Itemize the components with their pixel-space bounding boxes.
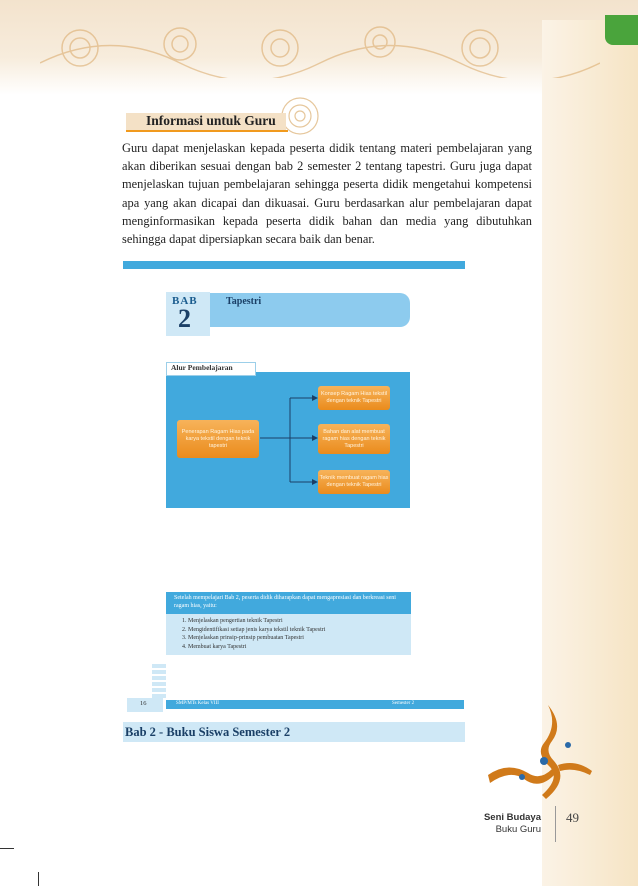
chapter-title: Tapestri [226, 296, 262, 307]
section-title: Informasi untuk Guru [146, 113, 276, 128]
brand-subtitle: Buku Guru [495, 824, 541, 835]
crop-mark [38, 872, 39, 886]
book-brand [481, 812, 541, 836]
list-item: 2. Mengidentifikasi setiap jenis karya tekstil teknik Tapestri [182, 626, 326, 633]
page-number: 49 [566, 810, 579, 825]
teacher-info-paragraph: Guru dapat menjelaskan kepada peserta didik tentang materi pembelajaran yang akan diberikan sesuai dengan bab 2 semester 2 tentang tapestri. Guru juga dapat menjelaskan tujuan pembelajaran sehingga peserta didik mengetahui kompetensi apa yang akan dicapai dan dikuasai. Guru berdasarkan alur pembelajaran dapat menginformasikan kepada peserta didik bahan dan media yang dibutuhkan sehingga dapat dipersiapkan secara baik dan benar. [122, 141, 532, 247]
list-item: 1. Menjelaskan pengertian teknik Tapestri [182, 618, 283, 624]
book-footer-class: SMP/MTs Kelas VIII [176, 701, 219, 706]
book-top-bar [123, 261, 465, 269]
corner-ornament [478, 705, 598, 815]
flow-node-technique: Teknik membuat ragam hias dengan teknik Tapestri [318, 470, 390, 494]
learning-flow-label: Alur Pembelajaran [171, 363, 233, 372]
brand-title: Seni Budaya [483, 812, 541, 823]
corner-accent [605, 15, 638, 45]
chapter-number: 2 [178, 304, 191, 333]
objectives-intro: Setelah mempelajari Bab 2, peserta didik diharapkan dapat mengapresiasi dan berkreasi seni ragam hias, yaitu: [174, 595, 396, 609]
book-footer-semester: Semester 2 [392, 701, 415, 706]
page-divider [555, 806, 556, 842]
objectives-list [182, 617, 325, 651]
figure-caption: Bab 2 - Buku Siswa Semester 2 [125, 725, 291, 739]
list-item: 4. Membuat karya Tapestri [182, 643, 247, 650]
flow-main-node: Penerapan Ragam Hias pada karya tekstil dengan teknik tapestri [177, 420, 259, 458]
chapter-label: BAB [172, 295, 198, 307]
flow-node-materials: Bahan dan alat membuat ragam hias dengan teknik Tapestri [318, 424, 390, 454]
pixel-decoration [152, 664, 166, 700]
book-page-number: 16 [140, 700, 147, 707]
crop-mark [0, 848, 14, 849]
floral-ornament [40, 18, 600, 78]
list-item: 3. Menjelaskan prinsip-prinsip pembuatan Tapestri [182, 635, 304, 642]
flow-node-concept: Konsep Ragam Hias tekstil dengan teknik Tapestri [318, 386, 390, 410]
section-header-rule [126, 130, 288, 132]
